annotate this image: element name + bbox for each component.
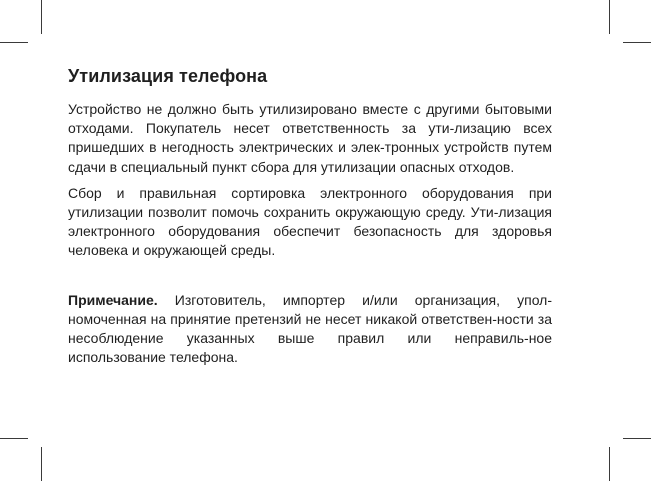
page-title: Утилизация телефона <box>68 66 268 86</box>
crop-mark-top-left-vertical <box>41 0 42 34</box>
crop-mark-top-left-horizontal <box>0 42 28 43</box>
note-text: Изготовитель, импортер и/или организация, упол-номоченная на принятие претензий не несет никакой ответствен-ности за несоблюдение указанных выше правил или неправиль-ное использование телефона. <box>68 291 552 366</box>
crop-mark-bottom-left-horizontal <box>0 438 28 439</box>
paragraph-sorting: Сбор и правильная сортировка электронного оборудования при утилизации позволит помочь сохранить окружающую среду. Ути-лизация электронного оборудования обеспечит безопасность для здоровья человека и окружающей среды. <box>68 184 552 259</box>
note-label: Примечание. <box>68 291 158 308</box>
crop-mark-bottom-right-horizontal <box>623 438 651 439</box>
document-page <box>68 62 552 367</box>
paragraph-disposal: Устройство не должно быть утилизировано вместе с другими бытовыми отходами. Покупатель несет ответственность за ути-лизацию всех пришедших в негодность электрических и элек-тронных устройств путем сдачи в специальный пункт сбора для утилизации опасных отходов. <box>68 101 552 175</box>
crop-mark-top-right-vertical <box>609 0 610 34</box>
crop-mark-top-right-horizontal <box>623 42 651 43</box>
note-paragraph <box>68 291 552 368</box>
crop-mark-bottom-left-vertical <box>41 447 42 481</box>
crop-mark-bottom-right-vertical <box>609 447 610 481</box>
